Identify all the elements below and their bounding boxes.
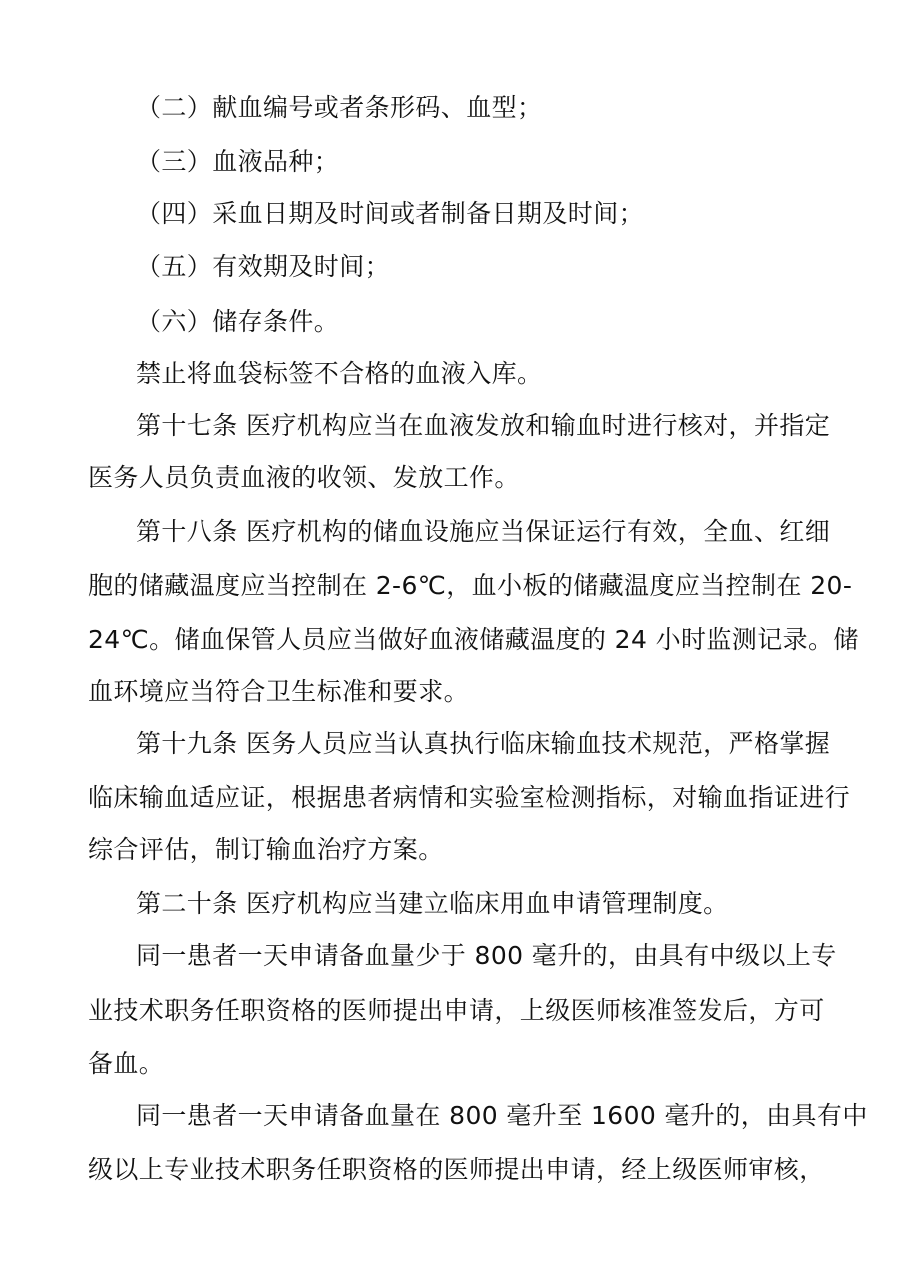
item-4-line: （四）采血日期及时间或者制备日期及时间； bbox=[136, 199, 645, 228]
article-19-line-1: 第十九条 医务人员应当认真执行临床输血技术规范，严格掌握 bbox=[136, 729, 831, 758]
rule-1600-line-2: 级以上专业技术职务任职资格的医师提出申请，经上级医师审核， bbox=[88, 1155, 825, 1184]
rule-1600-line-1: 同一患者一天申请备血量在 800 毫升至 1600 毫升的，由具有中 bbox=[136, 1101, 868, 1130]
item-3-line: （三）血液品种； bbox=[136, 147, 340, 176]
item-6-line: （六）储存条件。 bbox=[136, 307, 340, 336]
article-17-line-2: 医务人员负责血液的收领、发放工作。 bbox=[88, 463, 520, 492]
article-20-line-1: 第二十条 医疗机构应当建立临床用血申请管理制度。 bbox=[136, 889, 729, 918]
item-5-line: （五）有效期及时间； bbox=[136, 252, 391, 281]
article-18-line-1: 第十八条 医疗机构的储血设施应当保证运行有效，全血、红细 bbox=[136, 517, 831, 546]
article-18-line-4: 血环境应当符合卫生标准和要求。 bbox=[88, 677, 470, 706]
article-18-line-2: 胞的储藏温度应当控制在 2-6℃，血小板的储藏温度应当控制在 20- bbox=[88, 571, 853, 600]
rule-800-line-3: 备血。 bbox=[88, 1049, 165, 1078]
article-19-line-2: 临床输血适应证，根据患者病情和实验室检测指标，对输血指证进行 bbox=[88, 783, 851, 812]
article-19-line-3: 综合评估，制订输血治疗方案。 bbox=[88, 835, 444, 864]
article-17-line-1: 第十七条 医疗机构应当在血液发放和输血时进行核对，并指定 bbox=[136, 411, 831, 440]
rule-800-line-1: 同一患者一天申请备血量少于 800 毫升的，由具有中级以上专 bbox=[136, 941, 837, 970]
article-18-line-3: 24℃。储血保管人员应当做好血液储藏温度的 24 小时监测记录。储 bbox=[88, 625, 859, 654]
rule-800-line-2: 业技术职务任职资格的医师提出申请，上级医师核准签发后，方可 bbox=[88, 996, 825, 1025]
paragraph-line: 禁止将血袋标签不合格的血液入库。 bbox=[136, 359, 543, 388]
item-2-line: （二）献血编号或者条形码、血型； bbox=[136, 93, 543, 122]
